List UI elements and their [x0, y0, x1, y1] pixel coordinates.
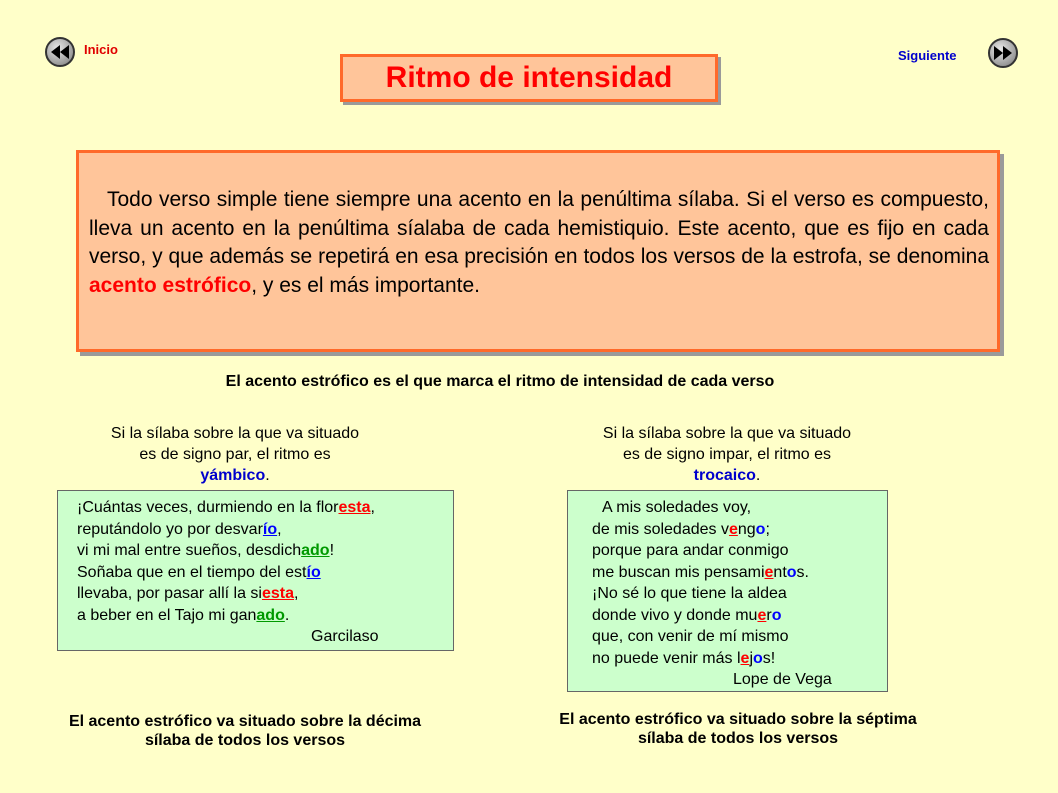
- accent-mark: esta: [261, 585, 295, 602]
- next-link[interactable]: Siguiente: [898, 48, 957, 63]
- poem-line: [592, 605, 887, 627]
- verse-text: j: [749, 649, 753, 667]
- intro-text: Todo verso simple tiene siempre una acento en la penúltima sílaba. Si el verso es compuesto, lleva un acento en la penúltima síalaba de cada hemistiquio. Este acento, que es fijo en cada verso, y que además se repetirá en esa precisión en todos los versos de la estrofa, se denomina: [89, 188, 989, 268]
- left-intro-line1: Si la sílaba sobre la que va situado: [110, 425, 360, 442]
- verse-text: nt: [773, 563, 787, 581]
- title-box: [340, 54, 718, 102]
- verse-text: ,: [277, 520, 282, 538]
- accent-mark: ado: [301, 542, 330, 559]
- verse-text: donde vivo y donde mu: [592, 606, 758, 624]
- page-title: Ritmo de intensidad: [385, 61, 673, 94]
- verse-text: vi mi mal entre sueños, desdich: [77, 542, 302, 559]
- left-poem-box: [57, 490, 454, 651]
- summary-label: El acento estrófico es el que marca el ritmo de intensidad de cada verso: [225, 373, 775, 390]
- accent-mark: ío: [262, 520, 278, 538]
- poem-line: [592, 562, 887, 584]
- home-link[interactable]: Inicio: [84, 42, 118, 57]
- accent-mark: e: [728, 520, 738, 538]
- verse-text: Soñaba que en el tiempo del est: [77, 563, 307, 581]
- verse-text: de mis soledades v: [592, 520, 729, 538]
- poem-line: [77, 562, 453, 584]
- verse-text: s!: [762, 649, 776, 667]
- poem-line: que, con venir de mí mismo: [592, 628, 789, 645]
- accent-mark: e: [740, 649, 750, 667]
- accent-mark: ío: [306, 563, 321, 581]
- verse-text: me buscan mis pensami: [592, 563, 765, 581]
- verse-text: ;: [765, 520, 770, 538]
- verse-text: no puede venir más l: [592, 649, 741, 667]
- left-intro-line2: es de signo par, el ritmo es: [139, 446, 331, 463]
- verse-text: !: [329, 542, 335, 559]
- verse-text: r: [766, 606, 772, 624]
- poem-line: [77, 497, 453, 519]
- poem-line: ¡No sé lo que tiene la aldea: [592, 585, 787, 602]
- secondary-accent: o: [786, 563, 797, 581]
- right-intro-line1: Si la sílaba sobre la que va situado: [602, 425, 852, 442]
- left-rhythm: yámbico: [200, 467, 266, 484]
- poem-line: [592, 648, 887, 670]
- verse-text: llevaba, por pasar allí la si: [77, 585, 262, 602]
- poem-line: porque para andar conmigo: [592, 542, 789, 559]
- verse-text: a beber en el Tajo mi gan: [77, 606, 257, 624]
- poem-line: [77, 605, 453, 627]
- verse-text: .: [284, 606, 290, 624]
- next-button[interactable]: [988, 38, 1018, 68]
- right-intro-line3: [572, 465, 882, 486]
- verse-text: s.: [796, 563, 809, 581]
- secondary-accent: o: [771, 606, 782, 624]
- accent-mark: esta: [338, 499, 371, 516]
- verse-text: ng: [737, 520, 756, 538]
- accent-mark: e: [757, 606, 767, 624]
- left-conclusion-line1: El acento estrófico va situado sobre la décima: [68, 713, 422, 730]
- poem-line: A mis soledades voy,: [602, 499, 752, 516]
- right-conclusion-line2: sílaba de todos los versos: [637, 730, 839, 747]
- left-conclusion: [30, 712, 460, 750]
- left-intro: [80, 423, 390, 486]
- intro-box: [76, 150, 1000, 352]
- fast-forward-icon: [994, 46, 1012, 60]
- intro-highlight: acento estrófico: [89, 273, 252, 297]
- accent-mark: e: [764, 563, 774, 581]
- verse-text: reputándolo yo por desvar: [77, 520, 263, 538]
- right-poem-box: [567, 490, 888, 692]
- poem-line: [77, 583, 453, 605]
- poem-author: Lope de Vega: [733, 671, 832, 688]
- intro-paragraph: [89, 186, 989, 300]
- right-conclusion: [520, 710, 956, 748]
- poem-author: Garcilaso: [311, 628, 379, 645]
- right-period: .: [755, 467, 761, 484]
- rewind-icon: [51, 45, 69, 59]
- summary-text: [0, 373, 1000, 391]
- secondary-accent: o: [753, 649, 763, 667]
- right-rhythm: trocaico: [693, 467, 756, 484]
- intro-text-end: , y es el más importante.: [251, 273, 480, 297]
- poem-line: [77, 519, 453, 541]
- secondary-accent: o: [755, 520, 766, 538]
- accent-mark: ado: [256, 606, 285, 624]
- previous-button[interactable]: [45, 37, 75, 67]
- left-intro-line3: [80, 465, 390, 486]
- poem-line: [77, 540, 453, 562]
- left-period: .: [265, 467, 270, 484]
- verse-text: ¡Cuántas veces, durmiendo en la flor: [77, 499, 339, 516]
- poem-line: [592, 519, 887, 541]
- right-conclusion-line1: El acento estrófico va situado sobre la séptima: [559, 711, 917, 728]
- right-intro: [572, 423, 882, 486]
- verse-text: ,: [294, 585, 299, 602]
- left-conclusion-line2: sílaba de todos los versos: [144, 732, 346, 749]
- verse-text: ,: [370, 499, 375, 516]
- right-intro-line2: es de signo impar, el ritmo es: [622, 446, 832, 463]
